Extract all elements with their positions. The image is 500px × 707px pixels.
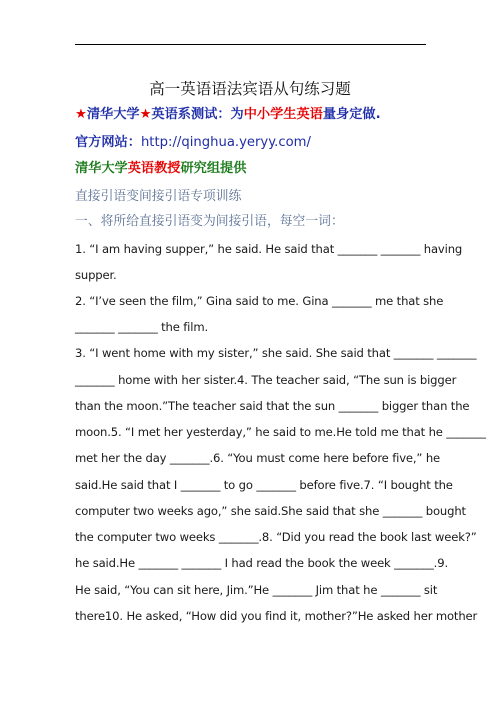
ad-text: . (375, 107, 381, 122)
exercise-line: met her the day _______.6. “You must come here before five,” he (75, 451, 441, 465)
ad-line-3 (75, 160, 435, 178)
ad-text: 英语系测试：为 (151, 107, 244, 122)
exercise-line: said.He said that I _______ to go _______ before five.7. “I bought the (75, 478, 453, 492)
exercise-line: _______ _______ the film. (75, 320, 208, 334)
exercise-line: _______ home with her sister.4. The teacher said, “The sun is bigger (75, 373, 457, 387)
exercise-line: 2. “I’ve seen the film,” Gina said to me. Gina _______ me that she (75, 294, 444, 308)
exercise-line: he said.He _______ _______ I had read the book the week _______.9. (75, 556, 448, 570)
exercise-line: 1. “I am having supper,” he said. He said that _______ _______ having (75, 242, 463, 256)
ad-text: 量身定做 (322, 107, 376, 122)
ad-highlight: 英语教授 (127, 161, 181, 176)
ad-website-label: 官方网站： (75, 135, 141, 150)
ad-text: 清华大学 (75, 161, 128, 176)
ad-highlight: 英语 (296, 107, 323, 122)
exercise-line: He said, “You can sit here, Jim.”He _______ Jim that he _______ sit (75, 583, 438, 597)
ad-line-2 (75, 134, 435, 152)
star-icon: ★ (75, 107, 87, 122)
exercise-line: than the moon.”The teacher said that the sun _______ bigger than the (75, 399, 470, 413)
ad-text: 研究组提供 (180, 161, 247, 176)
ad-website-link[interactable]: http://qinghua.yeryy.com/ (140, 135, 311, 150)
section-title: 直接引语变间接引语专项训练 (75, 189, 242, 204)
exercise-line: 3. “I went home with my sister,” she said. She said that _______ _______ (75, 346, 477, 360)
ad-line-1 (75, 106, 435, 124)
exercise-line: the computer two weeks _______.8. “Did you read the book last week?” (75, 530, 477, 544)
exercise-line: supper. (75, 268, 117, 282)
instruction: 一、将所给直接引语变为间接引语，每空一词： (75, 214, 344, 229)
header-rule (75, 44, 426, 45)
ad-highlight: 中小学生 (243, 107, 297, 122)
ad-brand: 清华大学 (86, 107, 140, 122)
exercise-line: there10. He asked, “How did you find it, mother?”He asked her mother (75, 609, 478, 623)
star-icon: ★ (139, 107, 152, 122)
page-title: 高一英语语法宾语从句练习题 (149, 80, 351, 98)
exercise-line: moon.5. “I met her yesterday,” he said to me.He told me that he _______ (75, 425, 486, 439)
exercise-line: computer two weeks ago,” she said.She said that she _______ bought (75, 504, 466, 518)
